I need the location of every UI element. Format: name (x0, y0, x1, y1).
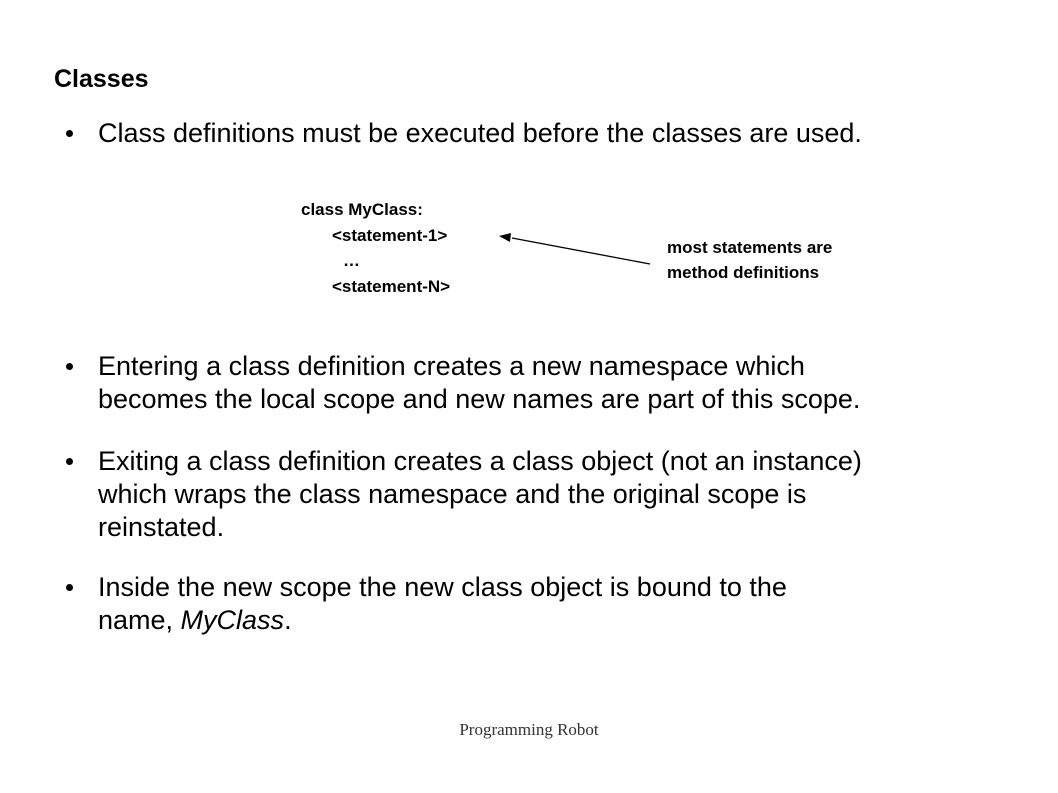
bullet-dot-icon (66, 130, 73, 137)
slide-title: Classes (54, 65, 149, 93)
bullet-item (98, 571, 1028, 637)
class-name-emphasis: MyClass (180, 605, 285, 635)
annotation-line: method definitions (667, 263, 820, 282)
bullet-dot-icon (66, 458, 73, 465)
bullet-text: Class definitions must be executed before the classes are used. (98, 118, 862, 148)
bullet-text: Entering a class definition creates a new namespace which (98, 351, 805, 381)
bullet-text: Exiting a class definition creates a class object (not an instance) (98, 446, 862, 476)
code-line: class MyClass: (301, 200, 423, 219)
bullet-text: becomes the local scope and new names are part of this scope. (98, 384, 861, 414)
bullet-item (98, 117, 1028, 150)
slide-footer: Programming Robot (459, 720, 599, 739)
bullet-dot-icon (66, 363, 73, 370)
code-line: … (343, 251, 360, 270)
bullet-item (98, 445, 1028, 544)
bullet-item (98, 350, 1028, 416)
bullet-text: . (284, 605, 292, 635)
bullet-text: name, (98, 605, 181, 635)
code-line: <statement-N> (332, 276, 451, 296)
bullet-text: reinstated. (98, 512, 225, 542)
bullet-text: which wraps the class namespace and the original scope is (98, 479, 807, 509)
bullet-text-line (98, 604, 1028, 637)
bullet-text: Inside the new scope the new class object is bound to the (98, 572, 787, 602)
bullet-dot-icon (66, 584, 73, 591)
annotation-line: most statements are (667, 238, 833, 257)
code-block (301, 197, 450, 299)
annotation-callout (667, 235, 832, 285)
code-line: <statement-1> (332, 225, 448, 245)
